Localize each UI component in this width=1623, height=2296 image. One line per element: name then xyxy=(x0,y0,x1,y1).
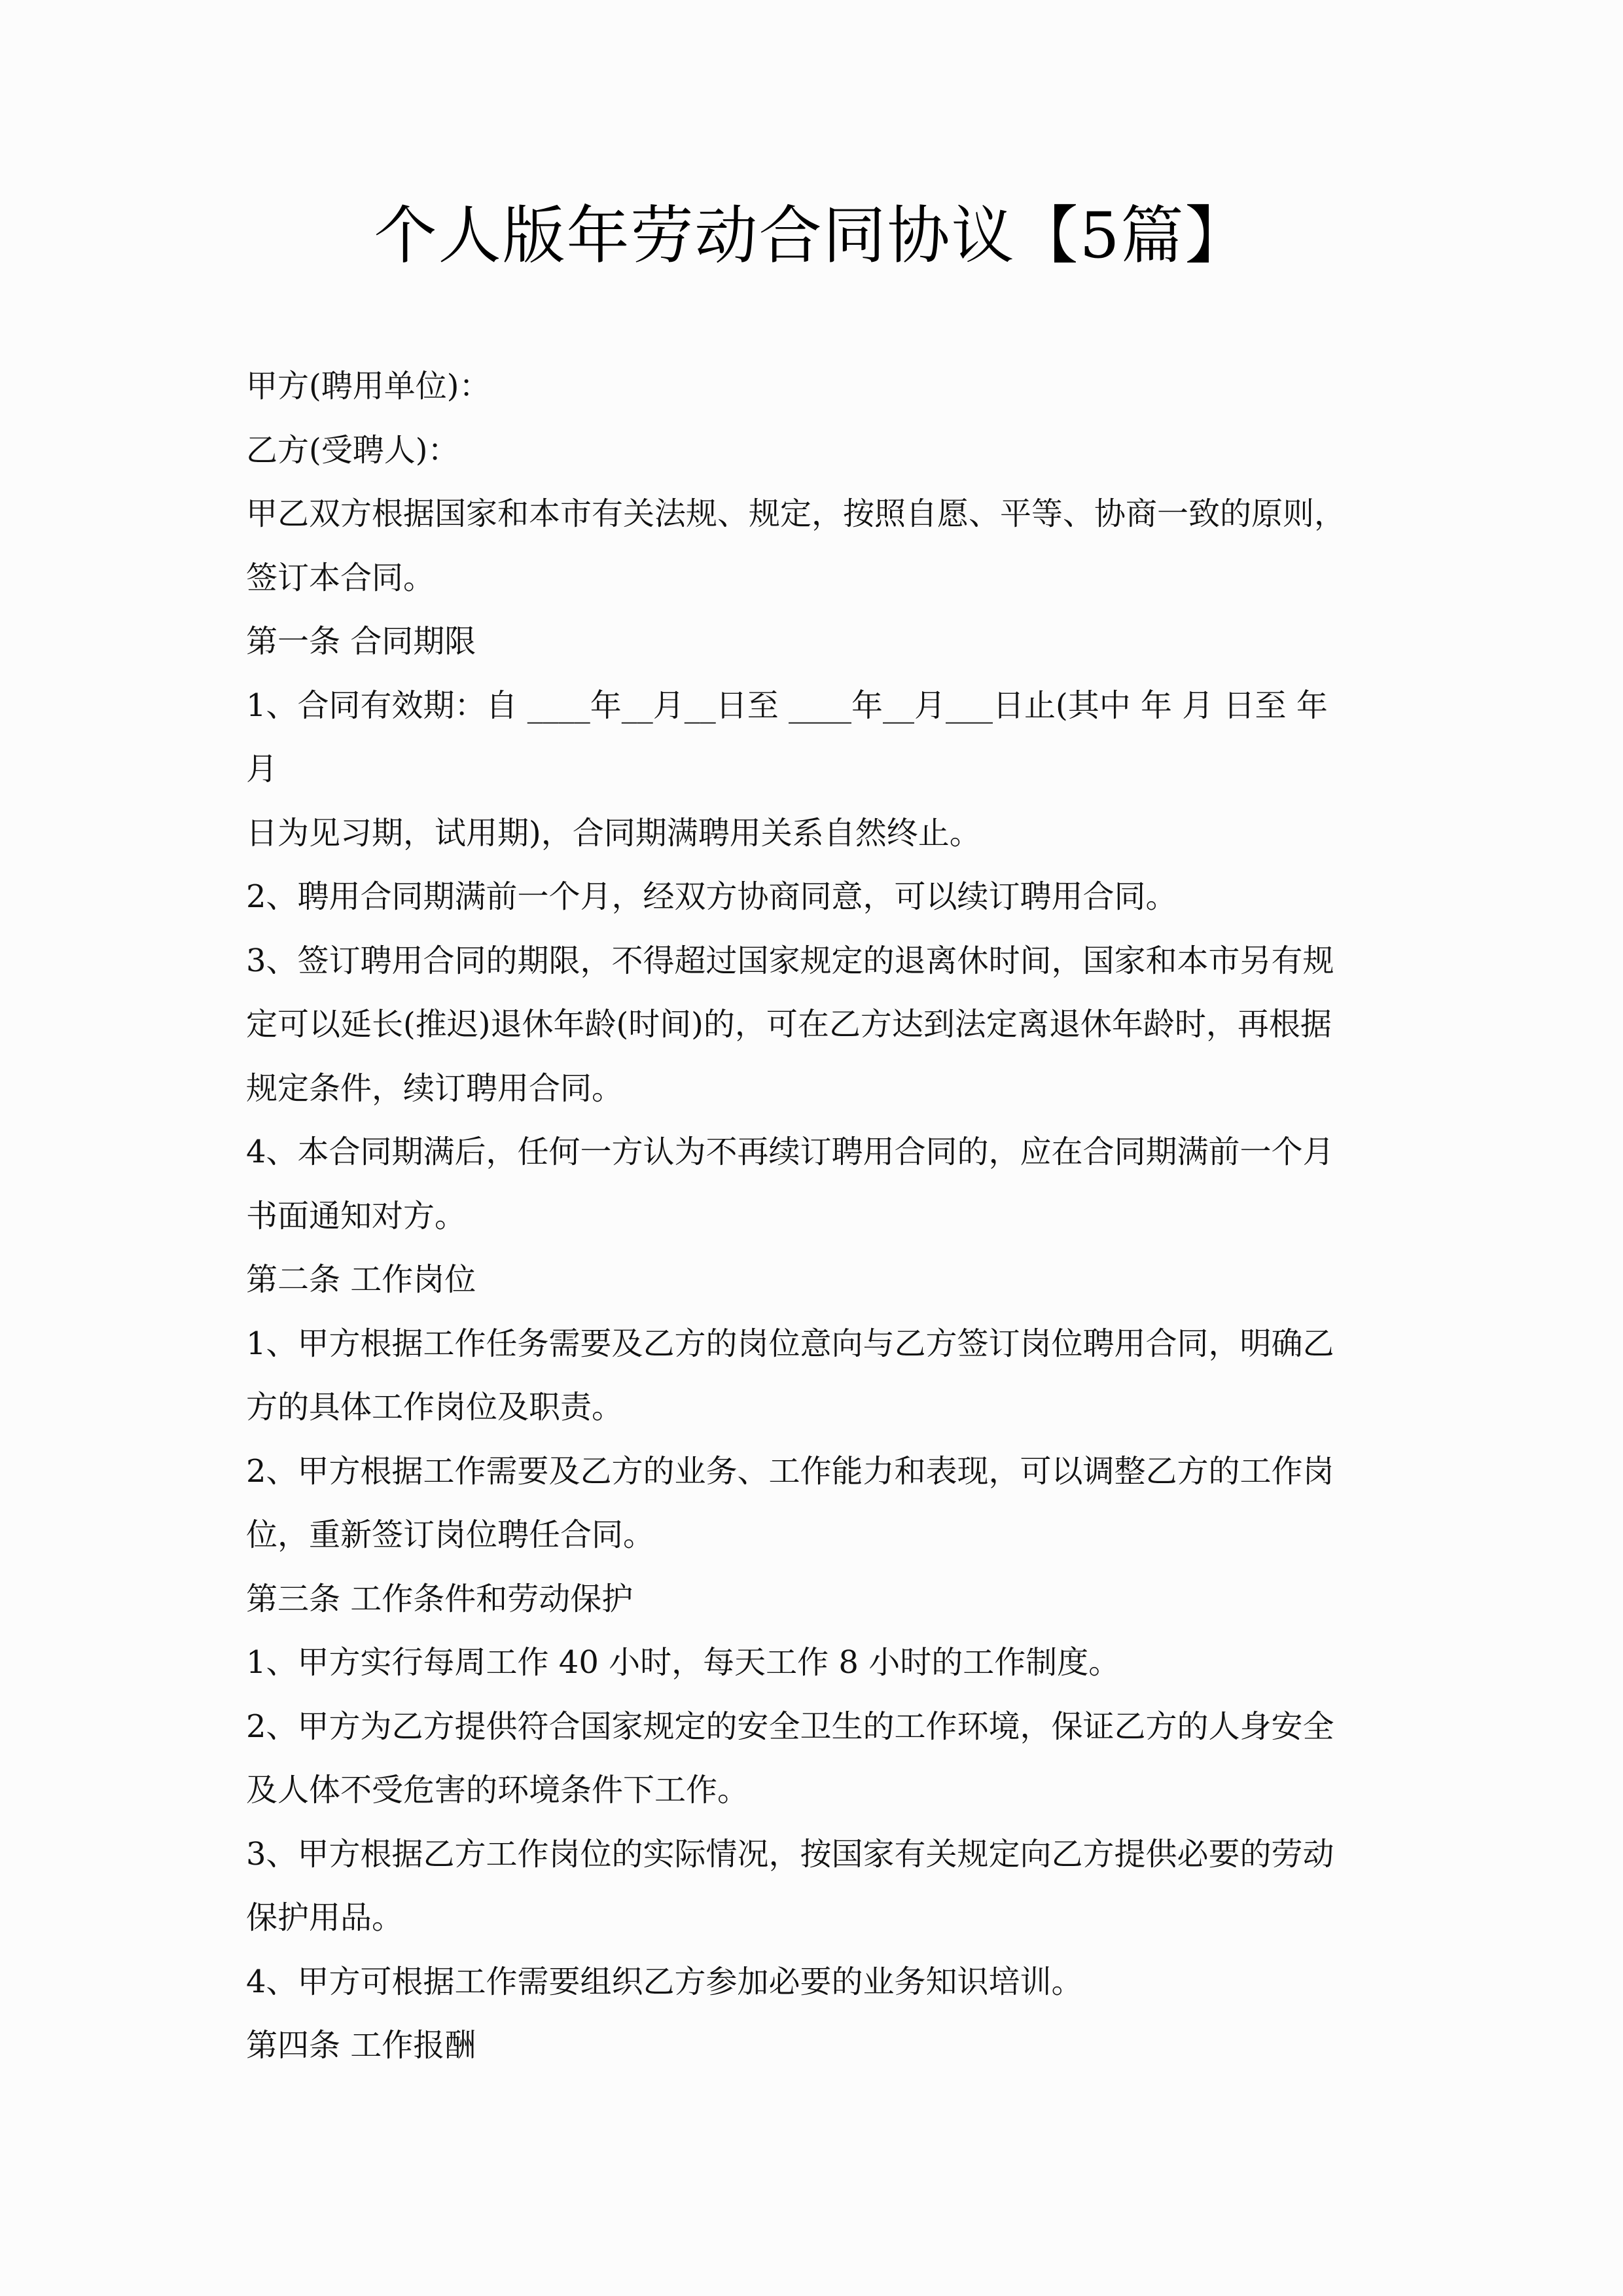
document-body xyxy=(246,355,1378,2078)
article-3-clause-4: 4、甲方可根据工作需要组织乙方参加必要的业务知识培训。 xyxy=(246,1963,1083,2000)
article-3-heading: 第三条 工作条件和劳动保护 xyxy=(246,1580,633,1617)
preamble-line-2: 签订本合同。 xyxy=(246,559,435,596)
article-1-clause-3-line-1: 3、签订聘用合同的期限，不得超过国家规定的退离休时间，国家和本市另有规 xyxy=(246,942,1334,979)
article-3-clause-2-line-2: 及人体不受危害的环境条件下工作。 xyxy=(246,1772,749,1808)
article-1-clause-3-line-2: 定可以延长(推迟)退休年龄(时间)的，可在乙方达到法定离退休年龄时，再根据 xyxy=(246,1006,1332,1043)
preamble-line-1: 甲乙双方根据国家和本市有关法规、规定，按照自愿、平等、协商一致的原则， xyxy=(246,495,1346,532)
article-4-heading: 第四条 工作报酬 xyxy=(246,2027,476,2064)
article-1-clause-1-line-3: 日为见习期，试用期)，合同期满聘用关系自然终止。 xyxy=(246,814,981,852)
article-2-clause-2-line-1: 2、甲方根据工作需要及乙方的业务、工作能力和表现，可以调整乙方的工作岗 xyxy=(246,1452,1334,1490)
article-1-clause-1-line-1: 1、合同有效期：自 ____年__月__日至 ____年__月___日止(其中 年 月 日至 年 xyxy=(246,687,1328,724)
article-3-clause-1: 1、甲方实行每周工作 40 小时，每天工作 8 小时的工作制度。 xyxy=(246,1644,1120,1681)
article-2-heading: 第二条 工作岗位 xyxy=(246,1261,476,1298)
article-3-clause-3-line-1: 3、甲方根据乙方工作岗位的实际情况，按国家有关规定向乙方提供必要的劳动 xyxy=(246,1835,1334,1873)
article-1-clause-4-line-1: 4、本合同期满后，任何一方认为不再续订聘用合同的，应在合同期满前一个月 xyxy=(246,1134,1334,1170)
article-3-clause-3-line-2: 保护用品。 xyxy=(246,1899,404,1936)
article-3-clause-2-line-1: 2、甲方为乙方提供符合国家规定的安全卫生的工作环境，保证乙方的人身安全 xyxy=(246,1708,1334,1745)
article-2-clause-1-line-2: 方的具体工作岗位及职责。 xyxy=(246,1389,624,1426)
document-title: 个人版年劳动合同协议【5篇】 xyxy=(374,199,1249,272)
article-2-clause-2-line-2: 位，重新签订岗位聘任合同。 xyxy=(246,1516,655,1553)
article-1-clause-1-line-2: 月 xyxy=(246,751,278,787)
article-1-clause-2: 2、聘用合同期满前一个月，经双方协商同意，可以续订聘用合同。 xyxy=(246,878,1177,915)
article-1-heading: 第一条 合同期限 xyxy=(246,623,476,660)
article-2-clause-1-line-1: 1、甲方根据工作任务需要及乙方的岗位意向与乙方签订岗位聘用合同，明确乙 xyxy=(246,1325,1334,1362)
party-a-line: 甲方(聘用单位)： xyxy=(246,368,491,404)
article-1-clause-4-line-2: 书面通知对方。 xyxy=(246,1197,467,1234)
party-b-line: 乙方(受聘人)： xyxy=(246,431,459,469)
article-1-clause-3-line-3: 规定条件，续订聘用合同。 xyxy=(246,1069,624,1107)
